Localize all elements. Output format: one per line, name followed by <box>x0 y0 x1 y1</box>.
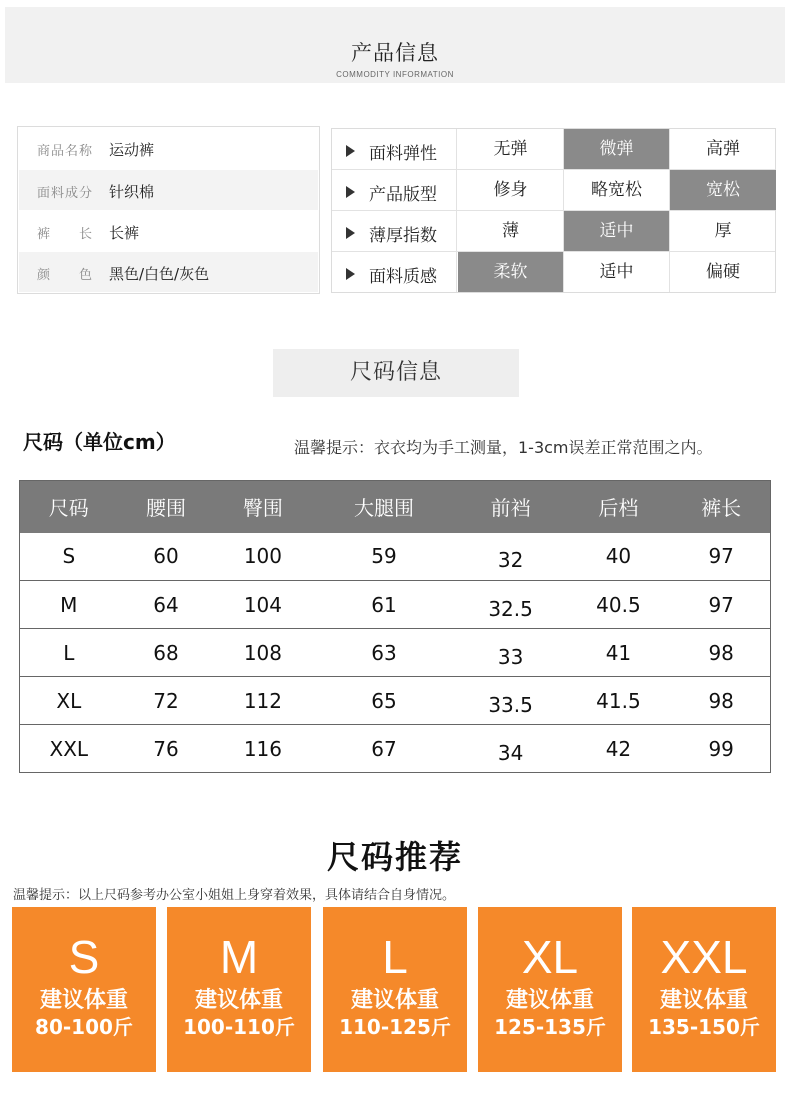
feature-label <box>332 170 457 210</box>
table-row <box>20 581 771 629</box>
table-cell: 97 <box>672 533 770 581</box>
size-unit-title: 尺码（单位cm） <box>23 430 176 454</box>
table-cell: 40.5 <box>565 581 673 629</box>
attribute-key: 面料成分 <box>37 186 94 201</box>
card-label: 建议体重 <box>39 988 128 1013</box>
column-header: 腰围 <box>118 481 215 533</box>
table-cell: 33 <box>457 629 565 677</box>
table-cell: 104 <box>214 581 311 629</box>
feature-option: 高弹 <box>706 139 740 159</box>
feature-option-selected: 柔软 <box>458 252 564 292</box>
table-row <box>20 677 771 725</box>
table-cell: 97 <box>672 581 770 629</box>
table-cell: S <box>20 533 118 581</box>
feature-option: 适中 <box>564 252 670 292</box>
table-cell: 63 <box>311 629 456 677</box>
table-cell: 34 <box>457 725 565 773</box>
attribute-value: 运动裤 <box>109 141 155 159</box>
table-cell: 59 <box>311 533 456 581</box>
table-cell: 112 <box>214 677 311 725</box>
attribute-row <box>19 170 318 210</box>
table-cell: 40 <box>565 533 673 581</box>
table-cell: 33.5 <box>457 677 565 725</box>
table-cell: 64 <box>118 581 215 629</box>
feature-label-text: 薄厚指数 <box>369 226 437 246</box>
table-row <box>20 725 771 773</box>
feature-option: 修身 <box>458 170 564 210</box>
table-cell: M <box>20 581 118 629</box>
measurement-tip: 温馨提示：衣衣均为手工测量，1-3cm误差正常范围之内。 <box>294 438 713 457</box>
table-cell: 98 <box>672 677 770 725</box>
card-label: 建议体重 <box>505 988 594 1013</box>
triangle-right-icon <box>346 186 355 198</box>
feature-label-text: 产品版型 <box>369 185 437 205</box>
table-row <box>20 629 771 677</box>
size-table-header <box>20 481 771 533</box>
size-table <box>19 480 771 773</box>
feature-option: 略宽松 <box>564 170 670 210</box>
card-label: 建议体重 <box>350 988 439 1013</box>
column-header: 前裆 <box>457 481 565 533</box>
feature-option: 薄 <box>458 211 564 251</box>
card-size: XL <box>521 931 579 983</box>
card-label: 建议体重 <box>659 988 748 1013</box>
card-range: 110-125斤 <box>339 1015 451 1039</box>
attribute-list <box>17 126 320 294</box>
table-cell: 99 <box>672 725 770 773</box>
table-cell: XXL <box>20 725 118 773</box>
attribute-value: 黑色/白色/灰色 <box>109 265 210 283</box>
card-size: S <box>68 931 100 983</box>
feature-option: 偏硬 <box>706 262 740 282</box>
card-range: 80-100斤 <box>35 1015 133 1039</box>
attribute-key: 商品名称 <box>37 144 94 159</box>
table-cell: 68 <box>118 629 215 677</box>
table-cell: 108 <box>214 629 311 677</box>
feature-option-selected: 适中 <box>564 211 670 251</box>
header-subtitle: COMMODITY INFORMATION <box>336 70 454 79</box>
table-cell: 116 <box>214 725 311 773</box>
feature-label-text: 面料质感 <box>369 267 437 287</box>
column-header: 大腿围 <box>311 481 456 533</box>
feature-row <box>332 211 775 252</box>
size-card <box>12 907 156 1072</box>
feature-option: 厚 <box>714 221 732 241</box>
table-row <box>20 533 771 581</box>
table-cell: 41 <box>565 629 673 677</box>
table-cell: 61 <box>311 581 456 629</box>
triangle-right-icon <box>346 227 355 239</box>
card-label: 建议体重 <box>194 988 283 1013</box>
attribute-value: 长裤 <box>109 224 140 242</box>
card-range: 135-150斤 <box>648 1015 760 1039</box>
table-cell: 41.5 <box>565 677 673 725</box>
table-cell: 60 <box>118 533 215 581</box>
table-cell: 98 <box>672 629 770 677</box>
column-header: 后档 <box>565 481 673 533</box>
recommend-tip: 温馨提示：以上尺码参考办公室小姐姐上身穿着效果，具体请结合自身情况。 <box>13 888 456 903</box>
header-banner <box>5 7 785 83</box>
header-title: 产品信息 <box>351 41 439 65</box>
feature-label <box>332 252 457 292</box>
table-cell: 65 <box>311 677 456 725</box>
table-cell: 72 <box>118 677 215 725</box>
feature-option-selected: 宽松 <box>670 170 776 210</box>
table-cell: XL <box>20 677 118 725</box>
card-range: 125-135斤 <box>494 1015 606 1039</box>
feature-row <box>332 129 775 170</box>
attribute-row <box>19 252 318 292</box>
table-cell: 32.5 <box>457 581 565 629</box>
size-card <box>478 907 622 1072</box>
fabric-feature-grid <box>331 128 776 293</box>
triangle-right-icon <box>346 145 355 157</box>
card-size: L <box>382 931 408 983</box>
feature-option: 无弹 <box>458 129 564 169</box>
table-cell: 32 <box>457 533 565 581</box>
attribute-key: 颜 色 <box>37 268 94 283</box>
size-card <box>632 907 776 1072</box>
attribute-value: 针织棉 <box>109 183 155 201</box>
attribute-row <box>19 211 318 251</box>
column-header: 臀围 <box>214 481 311 533</box>
feature-label <box>332 211 457 251</box>
table-cell: 100 <box>214 533 311 581</box>
table-cell: L <box>20 629 118 677</box>
table-cell: 76 <box>118 725 215 773</box>
card-size: XXL <box>660 931 748 983</box>
feature-label-text: 面料弹性 <box>369 144 437 164</box>
feature-label <box>332 129 457 169</box>
column-header: 裤长 <box>672 481 770 533</box>
triangle-right-icon <box>346 268 355 280</box>
recommend-title: 尺码推荐 <box>326 838 463 876</box>
column-header: 尺码 <box>20 481 118 533</box>
attribute-key: 裤 长 <box>37 227 94 242</box>
table-cell: 42 <box>565 725 673 773</box>
size-card <box>323 907 467 1072</box>
size-card <box>167 907 311 1072</box>
table-cell: 67 <box>311 725 456 773</box>
card-range: 100-110斤 <box>183 1015 295 1039</box>
size-info-tab: 尺码信息 <box>273 349 519 397</box>
feature-row <box>332 170 775 211</box>
card-size: M <box>219 931 259 983</box>
feature-row <box>332 252 775 293</box>
feature-option-selected: 微弹 <box>564 129 670 169</box>
attribute-row <box>19 128 318 168</box>
